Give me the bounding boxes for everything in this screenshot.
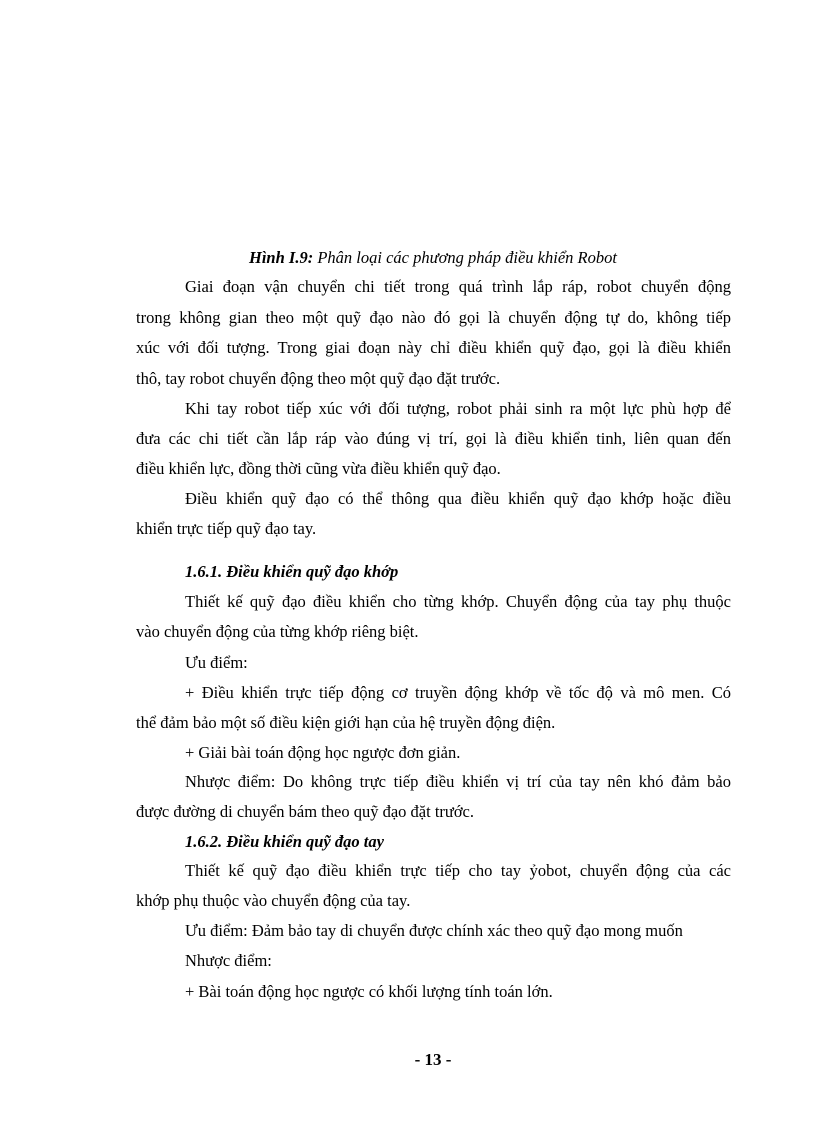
section-161-disadvantages-line-1: Nhược điểm: Do không trực tiếp điều khiển vị trí của tay nên khó đảm bảo: [185, 772, 731, 791]
paragraph-2-line-3: điều khiển lực, đồng thời cũng vừa điều khiển quỹ đạo.: [136, 459, 501, 478]
section-161-advantage-2: + Giải bài toán động học ngược đơn giản.: [185, 743, 461, 762]
section-162-intro-line-1: Thiết kế quỹ đạo điều khiển trực tiếp cho tay ỷobot, chuyển động của các: [185, 861, 731, 880]
section-heading-1-6-1: 1.6.1. Điều khiển quỹ đạo khớp: [185, 562, 399, 581]
page-number: - 13 -: [414, 1050, 452, 1069]
section-162-disadvantage-1: + Bài toán động học ngược có khối lượng tính toán lớn.: [185, 982, 553, 1001]
section-162-advantages: Ưu điểm: Đảm bảo tay di chuyển được chính xác theo quỹ đạo mong muốn: [185, 921, 683, 940]
section-161-disadvantages-line-2: được đường di chuyển bám theo quỹ đạo đặt trước.: [136, 802, 475, 821]
paragraph-2-line-2: đưa các chi tiết cần lắp ráp vào đúng vị trí, gọi là điều khiển tinh, liên quan đến: [136, 429, 731, 448]
section-161-advantage-1-line-2: thể đảm bảo một số điều kiện giới hạn của hệ truyền động điện.: [136, 713, 556, 732]
section-162-disadvantages-label: Nhược điểm:: [185, 951, 272, 970]
paragraph-1-line-2: trong không gian theo một quỹ đạo nào đó gọi là chuyển động tự do, không tiếp: [136, 308, 731, 327]
paragraph-1-line-3: xúc với đối tượng. Trong giai đoạn này chỉ điều khiển quỹ đạo, gọi là điều khiển: [136, 338, 731, 357]
paragraph-3-line-1: Điều khiển quỹ đạo có thể thông qua điều khiển quỹ đạo khớp hoặc điều: [185, 489, 731, 508]
section-161-intro-line-2: vào chuyển động của từng khớp riêng biệt.: [136, 622, 419, 641]
paragraph-1-line-4: thô, tay robot chuyển động theo một quỹ đạo đặt trước.: [136, 369, 501, 388]
section-161-intro-line-1: Thiết kế quỹ đạo điều khiển cho từng khớp. Chuyển động của tay phụ thuộc: [185, 592, 731, 611]
section-161-advantages-label: Ưu điểm:: [185, 653, 248, 672]
section-heading-1-6-2: 1.6.2. Điều khiển quỹ đạo tay: [185, 832, 384, 851]
figure-caption-text: Phân loại các phương pháp điều khiển Robot: [313, 248, 617, 267]
paragraph-3-line-2: khiển trực tiếp quỹ đạo tay.: [136, 519, 317, 538]
figure-caption: [0, 248, 816, 268]
paragraph-1-line-1: Giai đoạn vận chuyển chi tiết trong quá trình lắp ráp, robot chuyển động: [185, 277, 731, 296]
section-161-advantage-1-line-1: + Điều khiển trực tiếp động cơ truyền động khớp về tốc độ và mô men. Có: [185, 683, 731, 702]
section-162-intro-line-2: khớp phụ thuộc vào chuyển động của tay.: [136, 891, 411, 910]
paragraph-2-line-1: Khi tay robot tiếp xúc với đối tượng, robot phải sinh ra một lực phù hợp để: [185, 399, 731, 418]
figure-caption-label: Hình I.9:: [249, 248, 314, 267]
